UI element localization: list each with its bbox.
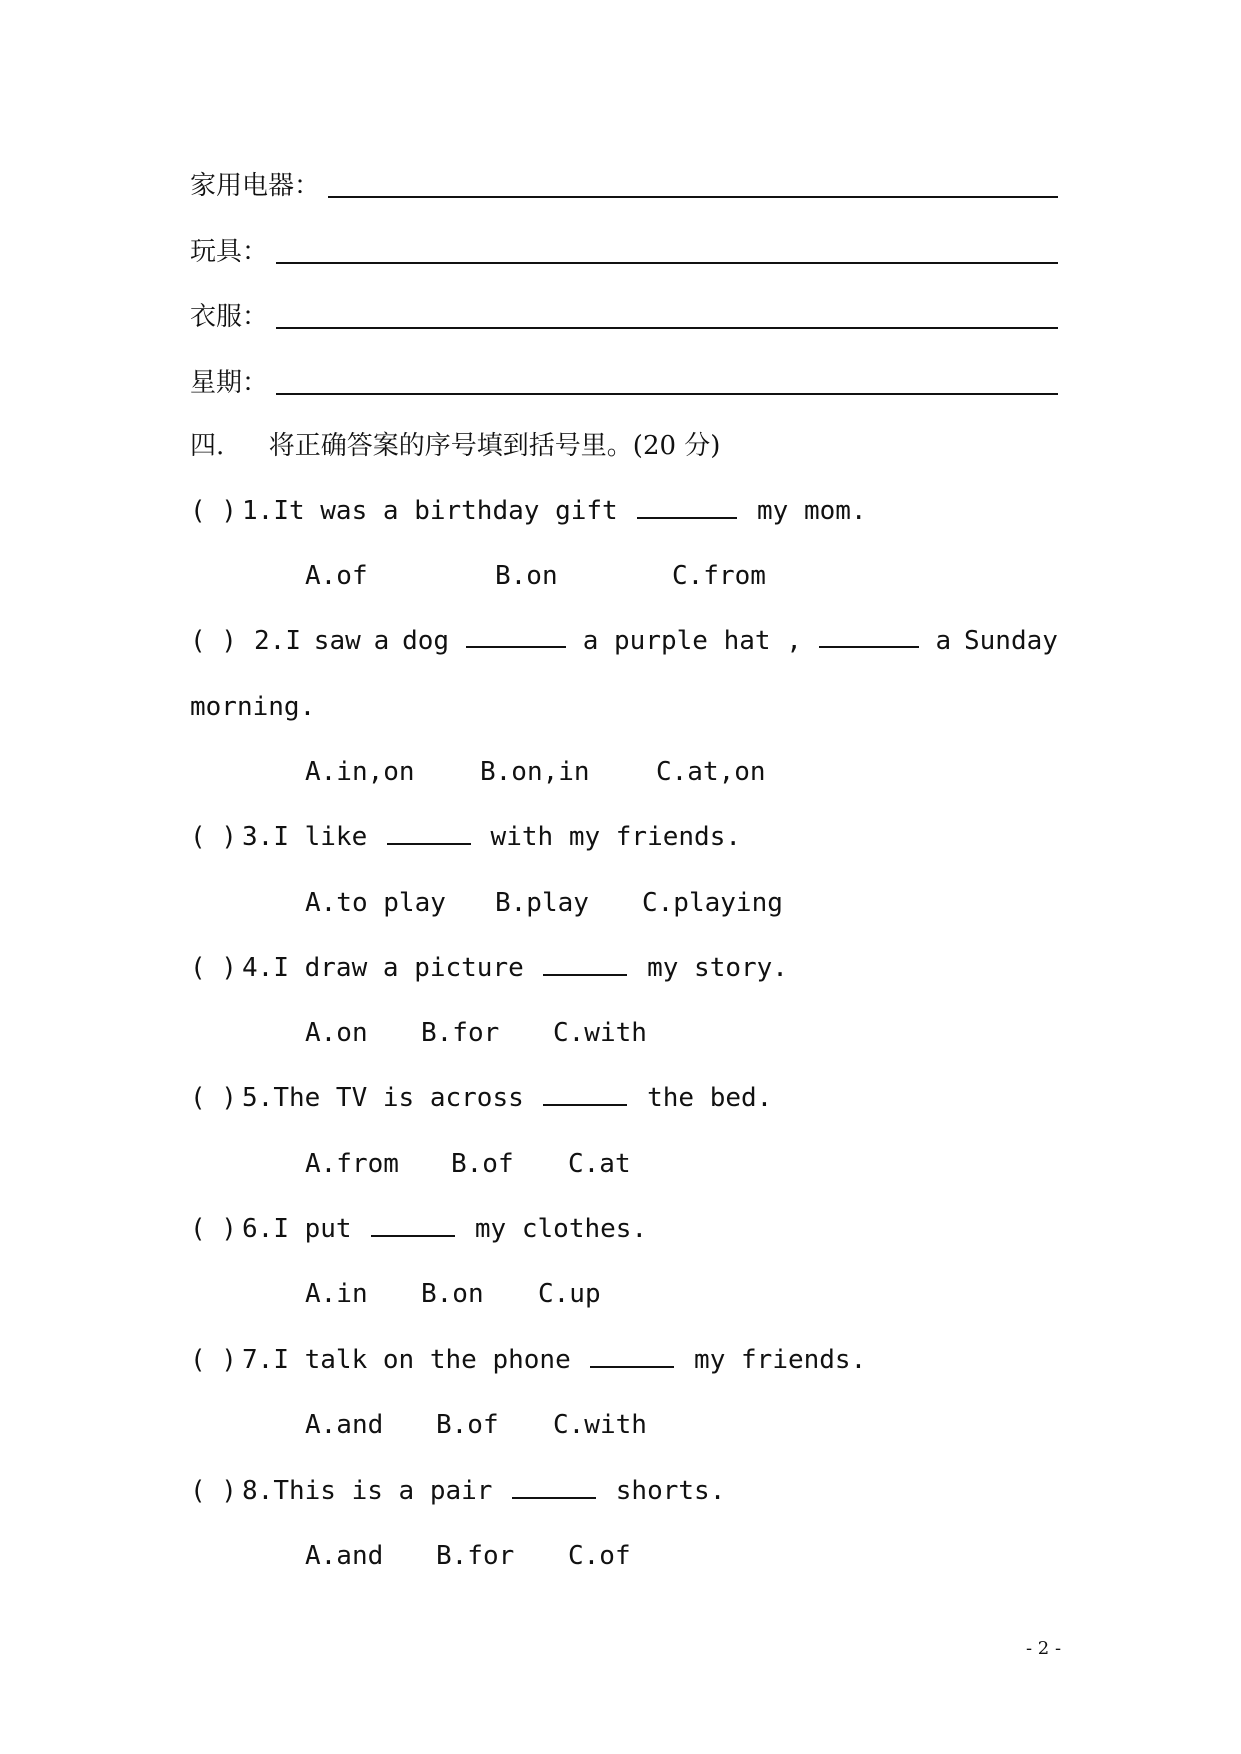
question-text-continued: morning.: [190, 692, 316, 722]
answer-line[interactable]: [276, 327, 1058, 329]
question-text: the bed.: [647, 1083, 773, 1113]
question-text: This is a pair: [273, 1476, 493, 1506]
question-text: my story.: [647, 953, 788, 983]
question-5: [190, 1081, 772, 1115]
answer-line[interactable]: [328, 196, 1058, 198]
question-word: saw: [313, 626, 361, 656]
section-heading: [190, 429, 720, 463]
fill-blank[interactable]: [466, 624, 566, 648]
fill-blank[interactable]: [371, 1213, 455, 1237]
option-b: B.for: [421, 1018, 500, 1048]
question-number: 6.: [242, 1214, 274, 1244]
answer-line[interactable]: [276, 262, 1058, 264]
answer-paren[interactable]: ( ): [190, 822, 237, 852]
option-a: A.in: [305, 1279, 368, 1309]
option-c: C.with: [553, 1410, 647, 1440]
page-number: - 2 -: [1026, 1638, 1062, 1659]
question-6: [190, 1212, 647, 1246]
fill-blank[interactable]: [819, 624, 919, 648]
question-text: I draw a picture: [273, 953, 524, 983]
question-number: 1.: [242, 496, 274, 526]
question-number: 7.: [242, 1345, 274, 1375]
question-text: with my friends.: [490, 822, 741, 852]
option-b: B.on,in: [480, 757, 590, 787]
option-a: A.to play: [305, 888, 446, 918]
section-number: 四.: [190, 431, 225, 461]
category-line-appliances: [190, 166, 1058, 200]
question-text: my clothes.: [474, 1214, 648, 1244]
question-word: I: [285, 626, 301, 656]
option-c: C.from: [672, 561, 766, 591]
question-text: my friends.: [694, 1345, 867, 1375]
option-c: C.at,on: [656, 757, 766, 787]
question-8: [190, 1474, 725, 1508]
question-2: [190, 624, 1058, 658]
option-a: A.in,on: [305, 757, 415, 787]
category-label: 家用电器：: [190, 170, 321, 201]
question-text: I like: [273, 822, 368, 852]
option-b: B.on: [421, 1279, 484, 1309]
answer-paren[interactable]: ( ): [190, 953, 237, 983]
question-3: [190, 820, 741, 854]
answer-line[interactable]: [276, 393, 1058, 395]
option-c: C.with: [553, 1018, 647, 1048]
question-text: It was a birthday gift: [273, 496, 618, 526]
option-a: A.on: [305, 1018, 368, 1048]
question-number: 2.: [254, 626, 286, 656]
option-b: B.of: [451, 1149, 514, 1179]
category-line-clothes: [190, 297, 1058, 331]
question-word: dog: [402, 626, 450, 656]
question-1: [190, 494, 867, 528]
question-number: 8.: [242, 1476, 274, 1506]
option-c: C.at: [568, 1149, 631, 1179]
question-word: a: [935, 626, 952, 656]
section-title: 将正确答案的序号填到括号里。(20 分): [268, 431, 721, 461]
option-a: A.from: [305, 1149, 399, 1179]
question-word: Sunday: [964, 626, 1058, 656]
question-text: The TV is across: [273, 1083, 524, 1113]
answer-paren[interactable]: ( ): [190, 1345, 237, 1375]
answer-paren[interactable]: ( ): [190, 626, 237, 656]
option-c: C.of: [568, 1541, 631, 1571]
fill-blank[interactable]: [543, 1082, 627, 1106]
question-word: a: [373, 626, 390, 656]
question-text: I talk on the phone: [273, 1345, 571, 1375]
question-7: [190, 1343, 866, 1377]
category-label: 玩具：: [190, 236, 269, 267]
question-4: [190, 951, 788, 985]
question-number: 5.: [242, 1083, 274, 1113]
fill-blank[interactable]: [590, 1344, 674, 1368]
option-c: C.up: [538, 1279, 601, 1309]
option-a: A.and: [305, 1410, 384, 1440]
answer-paren[interactable]: ( ): [190, 496, 237, 526]
question-text: I put: [273, 1214, 352, 1244]
fill-blank[interactable]: [387, 821, 471, 845]
category-line-weekdays: [190, 363, 1058, 397]
option-b: B.play: [495, 888, 589, 918]
fill-blank[interactable]: [637, 495, 737, 519]
category-label: 衣服：: [190, 301, 269, 332]
question-text: shorts.: [615, 1476, 726, 1506]
category-line-toys: [190, 232, 1058, 266]
option-a: A.and: [305, 1541, 384, 1571]
question-text: my mom.: [757, 496, 867, 526]
category-label: 星期：: [190, 367, 269, 398]
question-number: 4.: [242, 953, 274, 983]
option-b: B.for: [436, 1541, 515, 1571]
question-text: a purple hat ,: [582, 626, 802, 656]
fill-blank[interactable]: [543, 952, 627, 976]
option-b: B.of: [436, 1410, 499, 1440]
fill-blank[interactable]: [512, 1475, 596, 1499]
answer-paren[interactable]: ( ): [190, 1083, 237, 1113]
option-c: C.playing: [642, 888, 783, 918]
answer-paren[interactable]: ( ): [190, 1476, 237, 1506]
option-b: B.on: [495, 561, 558, 591]
question-number: 3.: [242, 822, 274, 852]
answer-paren[interactable]: ( ): [190, 1214, 237, 1244]
option-a: A.of: [305, 561, 368, 591]
